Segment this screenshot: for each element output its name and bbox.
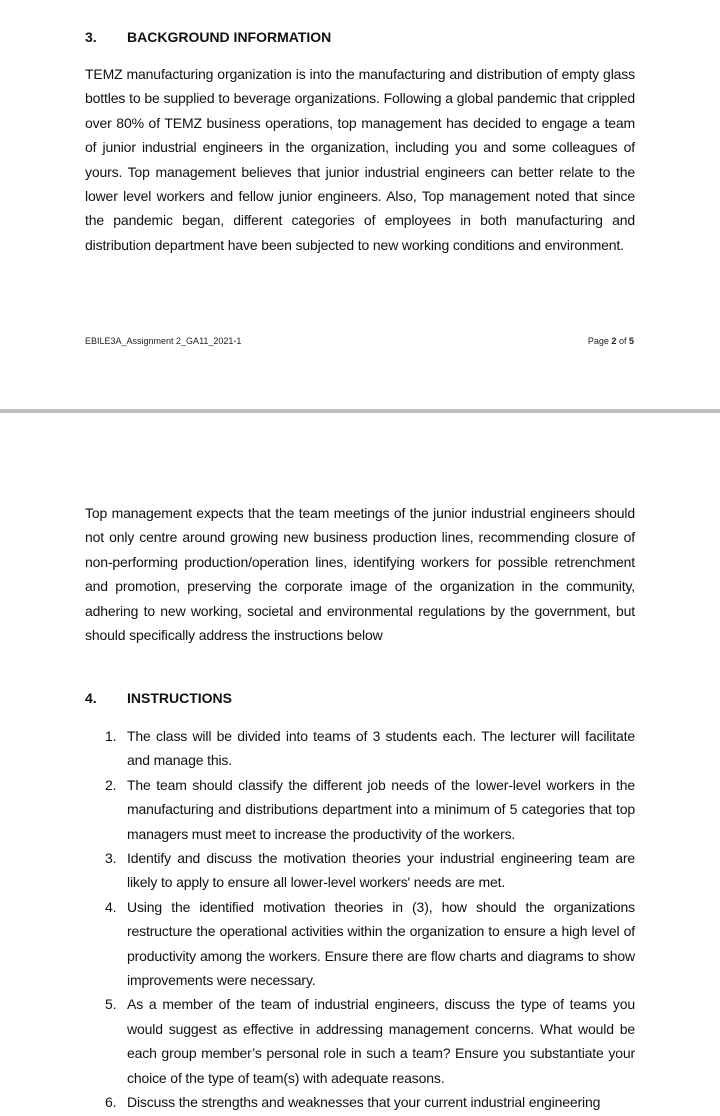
intro-paragraph: Top management expects that the team meetings of the junior industrial engineers should not only centre around growing new business production lines, recommending closure of non-performing production/operation lines, identifying workers for possible retrenchment and promotion, preserving the corporate image of the organization in the community, adhering to new working, societal and environmental regulations by the government, but should specifically address the instructions below	[85, 505, 635, 644]
list-item: 4. Using the identified motivation theories in (3), how should the organizations restructure the operational activities within the organization to ensure a high level of productivity among the workers. Ensure there are flow charts and diagrams to show improvements were necessary.	[105, 898, 635, 989]
section-4-heading	[85, 689, 232, 707]
footer-page-number: Page 2 of 5	[587, 336, 634, 346]
section-number: 3.	[85, 29, 97, 45]
document-page-2	[0, 0, 720, 409]
section-number: 4.	[85, 690, 97, 706]
list-item: 1. The class will be divided into teams of 3 students each. The lecturer will facilitate and manage this.	[105, 728, 635, 769]
instructions-list	[85, 724, 635, 1115]
list-item: 2. The team should classify the different job needs of the lower-level workers in the manufacturing and distributions department into a minimum of 5 categories that top managers must meet to increase the productivity of the workers.	[105, 776, 635, 842]
background-paragraph: TEMZ manufacturing organization is into the manufacturing and distribution of empty glass bottles to be supplied to beverage organizations. Following a global pandemic that crippled over 80% of TEMZ business operations, top management has decided to engage a team of junior industrial engineers in the organization, including you and some colleagues of yours. Top management believes that junior industrial engineers can better relate to the lower level workers and fellow junior engineers. Also, Top management noted that since the pandemic began, different categories of employees in both manufacturing and distribution department have been subjected to new working conditions and environment.	[85, 66, 635, 253]
section-title: INSTRUCTIONS	[127, 690, 232, 706]
list-item: 5. As a member of the team of industrial engineers, discuss the type of teams you would suggest as effective in addressing management concerns. What would be each group member’s personal role in such a team? Ensure you substantiate your choice of the type of team(s) with adequate reasons.	[105, 996, 635, 1086]
section-title: BACKGROUND INFORMATION	[127, 29, 332, 45]
list-item: 3. Identify and discuss the motivation theories your industrial engineering team are likely to apply to ensure all lower-level workers' needs are met.	[105, 850, 635, 891]
footer-doc-id: EBILE3A_Assignment 2_GA11_2021-1	[85, 336, 242, 346]
document-page-3	[0, 413, 720, 1116]
section-3-heading	[85, 28, 331, 46]
list-item: 6. Discuss the strengths and weaknesses that your current industrial engineering	[105, 1094, 601, 1111]
